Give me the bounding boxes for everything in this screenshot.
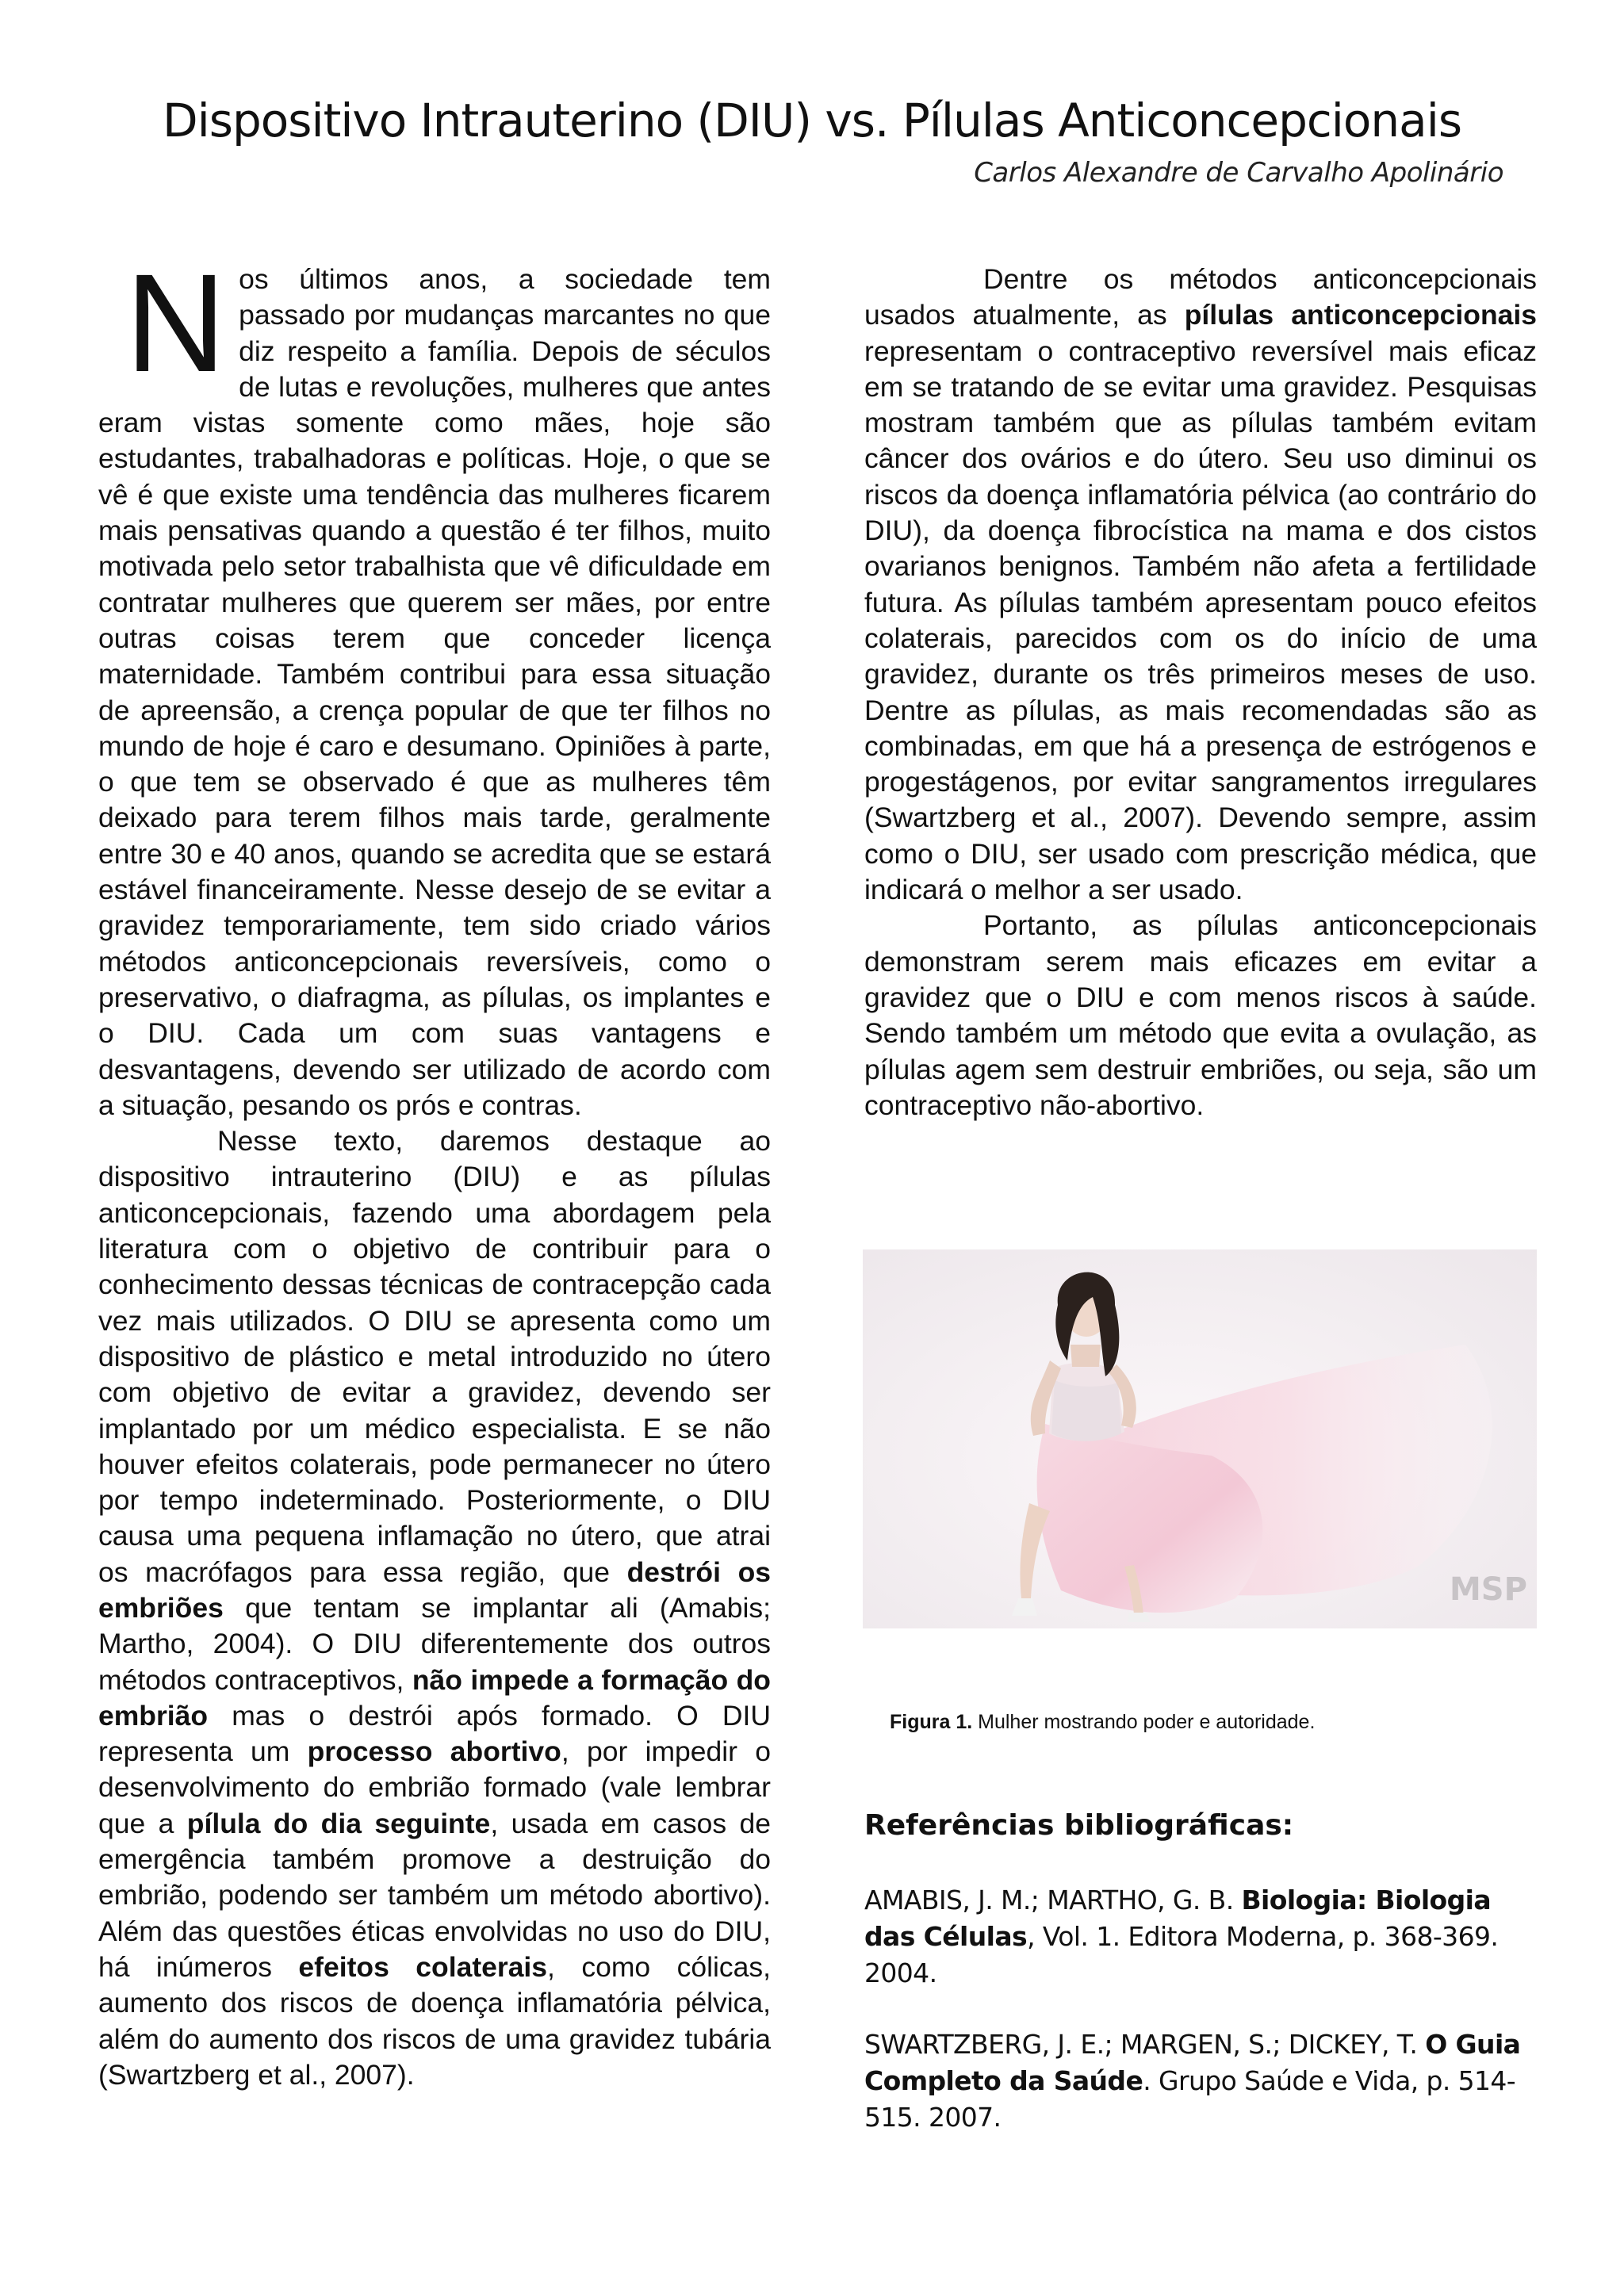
emphasis: não impede a formação do embrião [98,1663,771,1732]
emphasis: pílulas anticoncepcionais [1184,299,1537,331]
reference-item [864,2026,1537,2136]
caption-label: Figura 1. [890,1711,973,1733]
woman-photo-illustration [863,1249,1537,1628]
text-run: . Grupo Saúde e Vida, p. 514-515. 2007. [864,2065,1516,2133]
text-run: SWARTZBERG, J. E.; MARGEN, S.; DICKEY, T. [864,2029,1426,2060]
figure-watermark: MSP [1450,1571,1527,1608]
text-run: , como cólicas, aumento dos riscos de doença inflamatória pélvica, além do aumento dos riscos de uma gravidez tubária (Swartzberg et al., 2007). [98,1950,771,2091]
pills-paragraph [864,262,1537,908]
emphasis: destrói os embriões [98,1556,771,1624]
figure-image [863,1249,1537,1628]
text-run: que tentam se implantar ali (Amabis; Martho, 2004). O DIU diferentemente dos outros métodos contraceptivos, [98,1591,771,1696]
author-name: Carlos Alexandre de Carvalho Apolinário [974,157,1503,189]
intro-paragraph [98,246,771,1123]
right-column [864,262,1537,1123]
book-title: O Guia Completo da Saúde [864,2029,1521,2096]
book-title: Biologia: Biologia das Células [864,1885,1492,1952]
text-run: , usada em casos de emergência também promove a destruição do embrião, podendo ser também um método abortivo). Além das questões éticas envolvidas no uso do DIU, há inúmeros [98,1807,772,1983]
emphasis: efeitos colaterais [298,1950,548,1983]
intro-text: os últimos anos, a sociedade tem passado por mudanças marcantes no que diz respeito a família. Depois de séculos de lutas e revoluções, mulheres que antes eram vistas somente como mães, hoje são estudantes, trabalhadoras e políticas. Hoje, o que se vê é que existe uma tendência das mulheres ficarem mais pensativas quando a questão é ter filhos, muito motivada pelo setor trabalhista que vê dificuldade em contratar mulheres que querem ser mães, por entre outras coisas terem que conceder licença maternidade. Também contribui para essa situação de apreensão, a crença popular de que ter filhos no mundo de hoje é caro e desumano. Opiniões à parte, o que tem se observado é que as mulheres têm deixado para terem filhos mais tarde, geralmente entre 30 e 40 anos, quando se acredita que se estará estável financeiramente. Nesse desejo de se evitar a gravidez temporariamente, tem sido criado vários métodos anticoncepcionais reversíveis, como o preservativo, o diafragma, as pílulas, os implantes e o DIU. Cada um com suas vantagens e desvantagens, devendo ser utilizado de acordo com a situação, pesando os prós e contras. [98,263,771,1121]
emphasis: processo abortivo [307,1735,561,1768]
references-heading: Referências bibliográficas: [864,1809,1294,1842]
text-run: , por impedir o desenvolvimento do embrião formado (vale lembrar que a [98,1735,772,1839]
text-run: Nesse texto, daremos destaque ao dispositivo intrauterino (DIU) e as pílulas anticoncepcionais, fazendo uma abordagem pela literatura com o objetivo de contribuir para o conhecimento dessas técnicas de contracepção cada vez mais utilizados. O DIU se apresenta como um dispositivo de plástico e metal introduzido no útero com objetivo de evitar a gravidez, devendo ser implantado por um médico especialista. E se não houver efeitos colaterais, pode permanecer no útero por tempo indeterminado. Posteriormente, o DIU causa uma pequena inflamação no útero, que atrai os macrófagos para essa região, que [98,1125,771,1588]
emphasis: pílula do dia seguinte [186,1807,491,1839]
text-run: , Vol. 1. Editora Moderna, p. 368-369. 2004. [864,1921,1499,1988]
left-column [98,246,772,2093]
caption-text: Mulher mostrando poder e autoridade. [972,1711,1316,1733]
text-run: AMABIS, J. M.; MARTHO, G. B. [864,1885,1242,1915]
text-run: Dentre os métodos anticoncepcionais usados atualmente, as [864,263,1537,331]
text-run: mas o destrói após formado. O DIU representa um [98,1699,771,1768]
conclusion-paragraph: Portanto, as pílulas anticoncepcionais demonstram serem mais eficazes em evitar a gravidez que o DIU e com menos riscos à saúde. Sendo também um método que evita a ovulação, as pílulas agem sem destruir embriões, ou seja, são um contraceptivo não-abortivo. [864,909,1537,1121]
reference-item [864,1882,1537,1992]
text-run: representam o contraceptivo reversível mais eficaz em se tratando de se evitar uma gravidez. Pesquisas mostram também que as pílulas também evitam câncer dos ovários e do útero. Seu uso diminui os riscos da doença inflamatória pélvica (ao contrário do DIU), da doença fibrocística na mama e dos cistos ovarianos benignos. Também não afeta a fertilidade futura. As pílulas também apresentam pouco efeitos colaterais, parecidos com os do início de uma gravidez, durante os três primeiros meses de uso. Dentre as pílulas, as mais recomendadas são as combinadas, em que há a presença de estrógenos e progestágenos, por evitar sangramentos irregulares (Swartzberg et al., 2007). Devendo sempre, assim como o DIU, ser usado com prescrição médica, que indicará o melhor a ser usado. [864,335,1537,906]
figure-caption [890,1711,1315,1734]
drop-cap: N [125,246,227,401]
diu-paragraph [98,1123,771,2093]
document-title: Dispositivo Intrauterino (DIU) vs. Pílulas Anticoncepcionais [162,94,1462,147]
